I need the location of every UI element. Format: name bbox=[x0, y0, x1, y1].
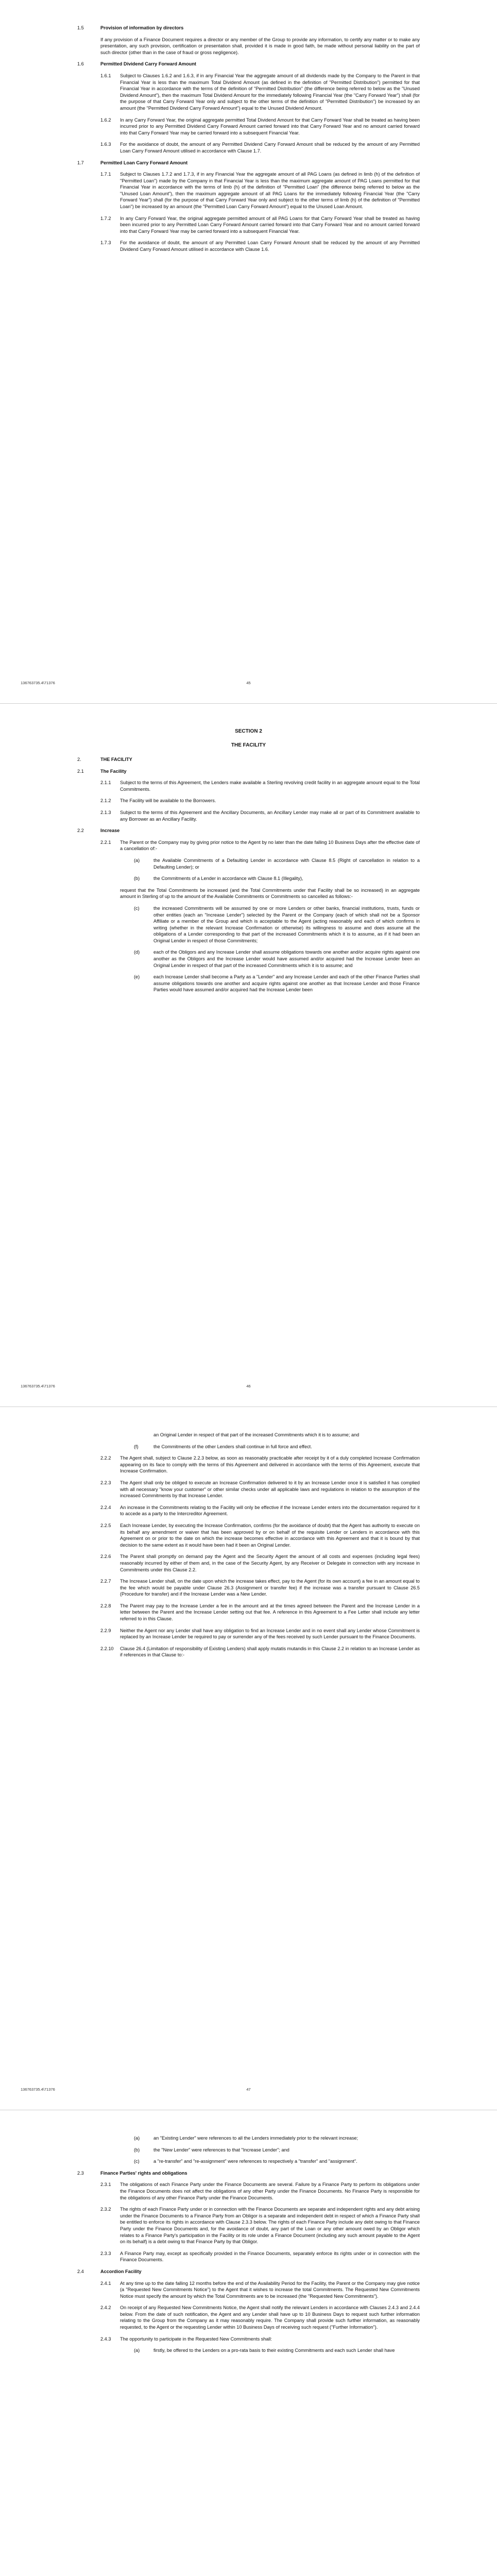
paragraph-item bbox=[134, 2347, 420, 2354]
paragraph-text: firstly, be offered to the Lenders on a pro-rata basis to their existing Commitments and each such Lender shall have bbox=[153, 2348, 395, 2353]
sub-clause-number: 2.2.5 bbox=[100, 1522, 111, 1528]
clause-heading bbox=[77, 25, 420, 31]
sub-clause-number: 2.1.2 bbox=[100, 798, 111, 804]
paragraph-text: the Commitments of the other Lenders shall continue in full force and effect. bbox=[153, 1444, 312, 1449]
paragraph-text: each of the Obligors and any Increase Lender shall assume obligations towards one another and/or acquire rights against one another as the Obligors and the Increase Lender would have assumed and/or acquired had the Increase Lender been an Original Lender in respect of that part of the increased Commitments which it is to assume; and bbox=[153, 950, 420, 968]
sub-clause-number: 2.2.10 bbox=[100, 1646, 114, 1651]
sub-clause-text: In any Carry Forward Year, the original aggregate permitted amount of all PAG Loans for that Carry Forward Year shall be treated as having been incurred prior to any Permitted Loan Carry Forward Amount carried forward into that Carry Forward Year and no amount carried forward into that Carry Forward Year may be carried forward into a subsequent Financial Year. bbox=[120, 215, 420, 234]
paragraph-text: the "New Lender" were references to that "Increase Lender"; and bbox=[153, 2147, 289, 2153]
clause-title: Permitted Dividend Carry Forward Amount bbox=[100, 61, 196, 67]
paragraph-item bbox=[134, 2147, 420, 2154]
section-number: SECTION 2 bbox=[235, 728, 262, 734]
clause-heading bbox=[77, 61, 420, 67]
sub-clause bbox=[100, 1504, 420, 1517]
page-number: 46 bbox=[246, 1384, 251, 1388]
paragraph-item bbox=[134, 1444, 420, 1450]
sub-clause-number: 2.3.2 bbox=[100, 2207, 111, 2212]
sub-clause-text: The obligations of each Finance Party under the Finance Documents are several. Failure by a Finance Party to perform its obligations under the Finance Documents does not affect the obligations of any other Party under the Finance Documents. No Finance Party is responsible for the obligations of any other Finance Party under the Finance Documents. bbox=[120, 2182, 420, 2200]
sub-clause-number: 2.2.4 bbox=[100, 1504, 111, 1510]
clause-title: Accordion Facility bbox=[100, 2268, 142, 2274]
sub-clause-number: 1.6.3 bbox=[100, 142, 111, 147]
sub-clause-text: A Finance Party may, except as specifically provided in the Finance Documents, separately enforce its rights under or in connection with the Finance Documents. bbox=[120, 2250, 420, 2263]
paragraph-text: each Increase Lender shall become a Party as a "Lender" and any Increase Lender and each of the other Finance Parties shall assume obligations towards one another and acquire rights against one another as that Increase Lender and those Finance Parties would have assumed and/or acquired had the Increase Lender been bbox=[153, 974, 420, 993]
sub-clause bbox=[100, 2336, 420, 2343]
clause-heading bbox=[77, 160, 420, 166]
sub-clause bbox=[100, 809, 420, 822]
sub-clause-text: Clause 26.4 (Limitation of responsibility of Existing Lenders) shall apply mutatis mutandis in this Clause 2.2 in relation to an Increase Lender as if references in that Clause to:- bbox=[120, 1646, 420, 1658]
sub-clause-number: 1.6.2 bbox=[100, 117, 111, 123]
clause-number: 1.7 bbox=[77, 160, 84, 165]
page-footer bbox=[21, 1384, 476, 1388]
paragraph-item bbox=[134, 857, 420, 870]
clause-heading bbox=[77, 827, 420, 834]
sub-clause-text: At any time up to the date falling 12 months before the end of the Availability Period for the Facility, the Parent or the Company may give notice (a "Requested New Commitments Notice") to the Agent that it wishes to increase the total Commitments. The Requested New Commitments Notice must specify the amount by which the Total Commitments are to be increased (the "Requested New Commitments"). bbox=[120, 2280, 420, 2299]
clause-title: THE FACILITY bbox=[100, 757, 132, 762]
sub-clause-number: 1.7.2 bbox=[100, 215, 111, 221]
clause-number: 2.3 bbox=[77, 2170, 84, 2176]
sub-clause-text: The Agent shall only be obliged to execute an Increase Confirmation delivered to it by an Increase Lender once it is satisfied it has complied with all necessary "know your customer" or other similar checks under all applicable laws and regulations in relation to the assumption of the increased Commitments by that Increase Lender. bbox=[120, 1480, 420, 1499]
sub-clause-text: For the avoidance of doubt, the amount of any Permitted Loan Carry Forward Amount shall be reduced by the amount of any Permitted Dividend Carry Forward Amount utilised in accordance with Clause 1.6. bbox=[120, 240, 420, 252]
sub-clause-text: The Facility will be available to the Borrowers. bbox=[120, 798, 216, 804]
sub-clause-number: 2.4.3 bbox=[100, 2336, 111, 2342]
paragraph-text: an Original Lender in respect of that part of the increased Commitments which it is to assume; and bbox=[153, 1432, 359, 1437]
sub-clause-number: 2.2.6 bbox=[100, 1554, 111, 1560]
sub-clause-number: 1.7.1 bbox=[100, 172, 111, 177]
clause-number: 2.1 bbox=[77, 768, 84, 774]
sub-clause bbox=[100, 171, 420, 210]
sub-clause-number: 2.2.8 bbox=[100, 1603, 111, 1608]
document-page bbox=[0, 703, 497, 1406]
sub-clause bbox=[100, 2250, 420, 2263]
sub-clause-number: 2.3.1 bbox=[100, 2182, 111, 2188]
document-reference: 136763735.4\71376 bbox=[21, 2087, 55, 2092]
sub-clause bbox=[100, 1646, 420, 1658]
paragraph-text: the increased Commitments will be assumed by one or more Lenders or other banks, financial institutions, trusts, funds or other entities (each an "Increase Lender") selected by the Parent or the Company (each of which shall not be a Sponsor Affiliate or a member of the Group and which is acceptable to the Agent (acting reasonably and each of which confirms in writing (whether in the relevant Increase Confirmation or otherwise) its willingness to assume and does assume all the obligations of a Lender corresponding to that part of the increased Commitments which it is to assume, as if it had been an Original Lender in respect of those Commitments; bbox=[153, 905, 420, 943]
sub-clause bbox=[100, 1522, 420, 1548]
paragraph-label: (c) bbox=[134, 2159, 140, 2164]
sub-clause-text: The opportunity to participate in the Requested New Commitments shall: bbox=[120, 2336, 272, 2342]
sub-clause bbox=[100, 839, 420, 852]
clause-title: Provision of information by directors bbox=[100, 25, 184, 30]
clause-number: 1.5 bbox=[77, 25, 84, 30]
sub-clause-number: 2.1.1 bbox=[100, 780, 111, 786]
document-reference: 136763735.4\71376 bbox=[21, 681, 55, 685]
paragraph-label: (c) bbox=[134, 905, 140, 911]
sub-clause-text: In any Carry Forward Year, the original aggregate permitted Total Dividend Amount for that Carry Forward Year shall be treated as having been incurred prior to any Permitted Dividend Carry Forward Amount carried forward into that Carry Forward Year and no amount carried forward into that Carry Forward Year may be carried forward into a subsequent Financial Year. bbox=[120, 117, 420, 135]
clause-number: 1.6 bbox=[77, 61, 84, 67]
paragraph-label: (a) bbox=[134, 2136, 140, 2141]
sub-clause-text: The Increase Lender shall, on the date upon which the increase takes effect, pay to the Agent (for its own account) a fee in an amount equal to the fee which would be payable under Clause 26.3 (Assignment or transfer fee) if the increase was a transfer pursuant to Clause 26.5 (Procedure for transfer) and if the Increase Lender was a New Lender. bbox=[120, 1579, 420, 1597]
paragraph-item bbox=[134, 2158, 420, 2165]
sub-clause-number: 1.7.3 bbox=[100, 240, 111, 246]
sub-clause bbox=[100, 215, 420, 235]
sub-clause-text: Subject to Clauses 1.6.2 and 1.6.3, if in any Financial Year the aggregate amount of all dividends made by the Company to the Parent in that Financial Year is less than the maximum Total Dividend Amount (as defined in the definition of "Permitted Distribution") permitted for that Financial Year in accordance with the terms of the definition of "Permitted Distribution" (the difference being referred to below as the "Unused Dividend Amount"), then the maximum Total Dividend Amount for the immediately following Financial Year (the "Carry Forward Year") shall (for the purpose of that Carry Forward Year only and subject to the other terms of the definition of "Permitted Distribution") be increased by an amount (the "Permitted Dividend Carry Forward Amount") equal to the Unused Dividend Amount. bbox=[120, 73, 420, 111]
sub-clause-text: On receipt of any Requested New Commitments Notice, the Agent shall notify the relevant Lenders in accordance with Clauses 2.4.3 and 2.4.4 below. From the date of such notification, the Agent and any Lender shall have up to 10 Business Days to request such further information relating to the Group from the Company as it may reasonably require. The Company shall provide such further information, as reasonably requested, to the Agent or the requesting Lender within 10 Business Days of receiving such request ("Further Information"). bbox=[120, 2305, 420, 2330]
sub-clause bbox=[100, 1578, 420, 1598]
document-page bbox=[0, 2110, 497, 2576]
sub-clause-number: 2.2.3 bbox=[100, 1480, 111, 1485]
sub-clause-number: 2.3.3 bbox=[100, 2250, 111, 2256]
sub-clause-text: The Agent shall, subject to Clause 2.2.3 below, as soon as reasonably practicable after receipt by it of a duly completed Increase Confirmation appearing on its face to comply with the terms of this Agreement and delivered in accordance with the terms of this Agreement, execute that Increase Confirmation. bbox=[120, 1455, 420, 1474]
document-page bbox=[0, 0, 497, 703]
sub-clause-number: 1.6.1 bbox=[100, 73, 111, 78]
sub-clause-number: 2.4.1 bbox=[100, 2280, 111, 2286]
paragraph-text: a "re-transfer" and "re-assignment" were references to respectively a "transfer" and "assignment". bbox=[153, 2159, 357, 2164]
clause-title: The Facility bbox=[100, 768, 127, 774]
sub-clause-number: 2.2.2 bbox=[100, 1455, 111, 1461]
sub-clause bbox=[100, 240, 420, 252]
clause-heading bbox=[77, 2170, 420, 2177]
paragraph-item bbox=[134, 875, 420, 882]
paragraph-item bbox=[134, 974, 420, 993]
section-title: THE FACILITY bbox=[231, 742, 266, 748]
paragraph-label: (d) bbox=[134, 950, 140, 955]
clause-number: 2.4 bbox=[77, 2268, 84, 2274]
clause-title: Finance Parties' rights and obligations bbox=[100, 2170, 187, 2176]
sub-clause-text: Subject to Clauses 1.7.2 and 1.7.3, if in any Financial Year the aggregate amount of all PAG Loans (as defined in limb (h) of the definition of "Permitted Loan") made by the Company in that Financial Year is less than the maximum aggregate amount of PAG Loans permitted for that Financial Year in accordance with the terms of limb (h) of the definition of "Permitted Loan" (the difference being referred to below as the "Unused Loan Amount"), then the maximum aggregate amount of all PAG Loans for the immediately following Financial Year (the "Carry Forward Year") shall (for the purpose of that Carry Forward Year only and subject to the other terms of limb (h) of the definition of "Permitted Loan") be increased by an amount (the "Permitted Loan Carry Forward Amount") equal to the Unused Loan Amount. bbox=[120, 172, 420, 210]
sub-clause-text: The rights of each Finance Party under or in connection with the Finance Documents are separate and independent rights and any debt arising under the Finance Documents to a Finance Party from an Obligor is a separate and independent debt in respect of which a Finance Party shall be entitled to enforce its rights in accordance with Clause 2.3.3 below. The rights of each Finance Party include any debt owing to that Finance Party under the Finance Documents and, for the avoidance of doubt, any part of the Loan or any other amount owed by an Obligor which relates to a Finance Party's participation in the Facility or its role under a Finance Document (including any such amount payable to the Agent on its behalf) is a debt owing to that Finance Party by that Obligor. bbox=[120, 2207, 420, 2245]
clause-body: If any provision of a Finance Document requires a director or any member of the Group to provide any information, to certify any matter or to make any presentation, any such provision, certification or presentation shall, provided it is made in good faith, be made without personal liability on the part of such director (other than in the case of fraud or gross negligence). bbox=[100, 37, 420, 55]
sub-clause bbox=[100, 141, 420, 154]
clause-number: 2. bbox=[77, 757, 81, 762]
paragraph-label: (e) bbox=[134, 974, 140, 980]
paragraph-item bbox=[134, 905, 420, 944]
sub-clause-text: Subject to the terms of this Agreement and the Ancillary Documents, an Ancillary Lender may make all or part of its Commitment available to any Borrower as an Ancillary Facility. bbox=[120, 809, 420, 822]
paragraph-label: (a) bbox=[134, 857, 140, 863]
sub-clause-number: 2.1.3 bbox=[100, 809, 111, 815]
clause-heading bbox=[77, 756, 420, 763]
sub-clause bbox=[100, 1628, 420, 1640]
sub-clause-number: 2.2.7 bbox=[100, 1579, 111, 1584]
sub-clause bbox=[100, 117, 420, 137]
paragraph-item bbox=[134, 2135, 420, 2142]
sub-clause bbox=[100, 779, 420, 792]
sub-clause bbox=[100, 2181, 420, 2201]
clause-number: 2.2 bbox=[77, 828, 84, 834]
document-page bbox=[0, 1406, 497, 2110]
sub-clause-text: The Parent or the Company may by giving prior notice to the Agent by no later than the date falling 10 Business Days after the effective date of a cancellation of:- bbox=[120, 839, 420, 852]
paragraph-text: request that the Total Commitments be increased (and the Total Commitments under that Facility shall be so increased) in an aggregate amount in Sterling of up to the amount of the Available Commitments or Commitments so cancelled as follows:- bbox=[120, 887, 420, 900]
sub-clause-text: An increase in the Commitments relating to the Facility will only be effective if the Increase Lender enters into the documentation required for it to accede as a party to the Intercreditor Agreement. bbox=[120, 1504, 420, 1517]
paragraph-text: an "Existing Lender" were references to all the Lenders immediately prior to the relevant increase; bbox=[153, 2136, 358, 2141]
paragraph-label: (b) bbox=[134, 876, 140, 882]
sub-clause bbox=[100, 2206, 420, 2245]
sub-clause bbox=[100, 2304, 420, 2330]
page-footer bbox=[21, 2087, 476, 2092]
clause-title: Permitted Loan Carry Forward Amount bbox=[100, 160, 188, 165]
sub-clause-text: For the avoidance of doubt, the amount of any Permitted Dividend Carry Forward Amount shall be reduced by the amount of any Permitted Loan Carry Forward Amount utilised in accordance with Clause 1.7. bbox=[120, 142, 420, 154]
sub-clause-number: 2.4.2 bbox=[100, 2305, 111, 2311]
sub-clause bbox=[100, 1455, 420, 1475]
sub-clause-number: 2.2.1 bbox=[100, 839, 111, 845]
sub-clause bbox=[100, 1603, 420, 1622]
sub-clause-number: 2.2.9 bbox=[100, 1628, 111, 1633]
sub-clause-text: The Parent may pay to the Increase Lender a fee in the amount and at the times agreed between the Parent and the Increase Lender in a letter between the Parent and the Increase Lender setting out that fee. A reference in this Agreement to a Fee Letter shall include any letter referred to in this Clause. bbox=[120, 1603, 420, 1622]
sub-clause bbox=[100, 798, 420, 804]
sub-clause-text: Each Increase Lender, by executing the Increase Confirmation, confirms (for the avoidance of doubt) that the Agent has authority to execute on its behalf any amendment or waiver that has been approved by or on behalf of the requisite Lender or Lenders in accordance with this Agreement on or prior to the date on which the increase becomes effective in accordance with this Agreement and that it is bound by that decision to the same extent as it would have been had it been an Original Lender. bbox=[120, 1522, 420, 1548]
sub-clause-text: The Parent shall promptly on demand pay the Agent and the Security Agent the amount of all costs and expenses (including legal fees) reasonably incurred by either of them and, in the case of the Security Agent, by any Receiver or Delegate in connection with any increase in Commitments under this Clause 2.2. bbox=[120, 1554, 420, 1572]
sub-clause bbox=[100, 2280, 420, 2300]
paragraph-item bbox=[134, 949, 420, 969]
sub-clause bbox=[100, 1480, 420, 1499]
clause-title: Increase bbox=[100, 828, 120, 834]
sub-clause bbox=[100, 1553, 420, 1573]
paragraph-text: the Available Commitments of a Defaulting Lender in accordance with Clause 8.5 (Right of cancellation in relation to a Defaulting Lender); or bbox=[153, 857, 420, 870]
clause-heading bbox=[77, 768, 420, 775]
clause-heading bbox=[77, 2268, 420, 2275]
document-reference: 136763735.4\71376 bbox=[21, 1384, 55, 1388]
paragraph-label: (b) bbox=[134, 2147, 140, 2153]
page-number: 47 bbox=[246, 2087, 251, 2092]
page-footer bbox=[21, 681, 476, 685]
paragraph-text: the Commitments of a Lender in accordance with Clause 8.1 (Illegality), bbox=[153, 876, 303, 882]
page-number: 45 bbox=[246, 681, 251, 685]
sub-clause bbox=[100, 73, 420, 112]
sub-clause-text: Subject to the terms of this Agreement, the Lenders make available a Sterling revolving credit facility in an aggregate amount equal to the Total Commitments. bbox=[120, 780, 420, 792]
paragraph-label: (a) bbox=[134, 2348, 140, 2353]
paragraph-label: (f) bbox=[134, 1444, 139, 1449]
sub-clause-text: Neither the Agent nor any Lender shall have any obligation to find an Increase Lender and in no event shall any Lender whose Commitment is replaced by an Increase Lender be required to pay or surrender any of the fees received by such Lender pursuant to the Finance Documents. bbox=[120, 1628, 420, 1640]
